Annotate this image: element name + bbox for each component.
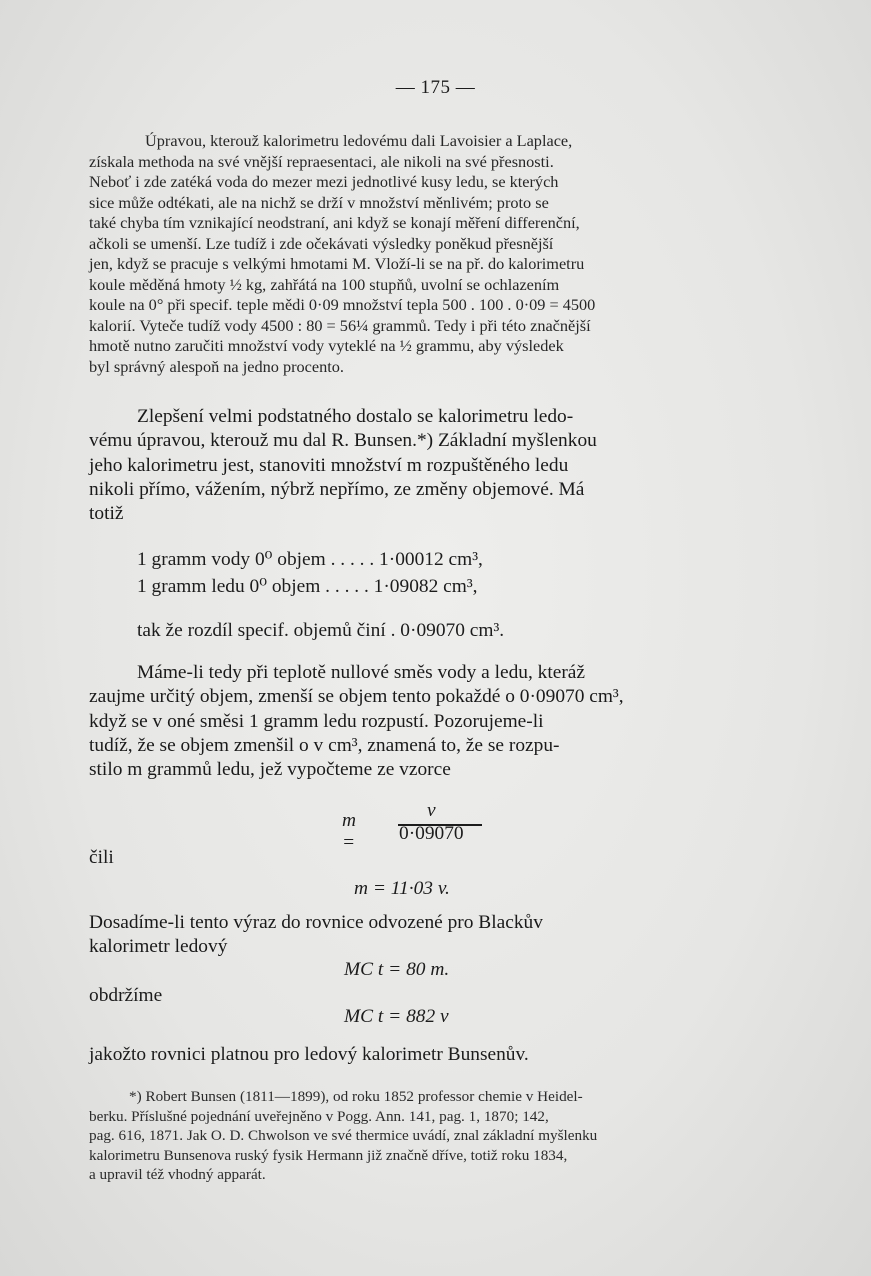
para4-line: Dosadíme-li tento výraz do rovnice odvozené pro Blackův (89, 912, 543, 933)
footnote-line: a upravil též vhodný apparát. (89, 1166, 266, 1184)
paragraph-mixture (89, 661, 765, 782)
para1-line: koule na 0° při specif. teple mědi 0·09 množství tepla 500 . 100 . 0·09 = 4500 (89, 295, 596, 314)
word-cili: čili (89, 847, 114, 868)
formula-bunsen: MC t = 882 v (344, 1006, 449, 1027)
para3-line: zaujme určitý objem, zmenší se objem tento pokaždé o 0·09070 cm³, (89, 686, 624, 708)
para4-line: kalorimetr ledový (89, 936, 228, 958)
para1-line: byl správný alespoň na jedno procento. (89, 356, 345, 376)
volume-row-ice: 1 gramm ledu 0⁰ objem . . . . . 1·09082 cm³, (137, 576, 478, 597)
para1-line: kalorií. Vyteče tudíž vody 4500 : 80 = 56¼ grammů. Tedy i při této značnější (89, 315, 591, 335)
formula-numerator: v (427, 800, 436, 821)
para2-line: vému úpravou, kterouž mu dal R. Bunsen.*) Základní myšlenkou (89, 430, 597, 452)
paragraph-bunsen (89, 405, 765, 526)
para3-line: stilo m grammů ledu, jež vypočteme ze vzorce (89, 759, 451, 781)
paragraph-lavoisier (89, 131, 765, 377)
footnote-line: berku. Příslušné pojednání uveřejněno v Pogg. Ann. 141, pag. 1, 1870; 142, (89, 1107, 549, 1125)
para2-line: nikoli přímo, vážením, nýbrž nepřímo, ze změny objemové. Má (89, 478, 585, 500)
footnote-line: kalorimetru Bunsenova ruský fysik Hermann již značně dříve, totiž roku 1834, (89, 1146, 568, 1164)
footnote-line: pag. 616, 1871. Jak O. D. Chwolson ve své thermice uvádí, znal základní myšlenku (89, 1127, 598, 1145)
para1-line: ačkoli se umenší. Lze tudíž i zde očekávati výsledky poněkud přesnější (89, 233, 554, 253)
formula-black: MC t = 80 m. (344, 959, 450, 980)
page-number: — 175 — (395, 77, 476, 98)
word-obdrzime: obdržíme (89, 985, 163, 1006)
formula-denominator: 0·09070 (399, 823, 464, 844)
para3-line: Máme-li tedy při teplotě nullové směs vody a ledu, kteráž (137, 662, 586, 683)
para1-line: sice může odtékati, ale na nichž se drží v množství měnlivém; proto se (89, 192, 549, 212)
para1-line: získala methoda na své vnější repraesentaci, ale nikoli na své přesnosti. (89, 151, 554, 171)
para1-line: Neboť i zde zatéká voda do mezer mezi jednotlivé kusy ledu, se kterých (89, 172, 559, 191)
para1-line: jen, když se pracuje s velkými hmotami M. Vloží-li se na př. do kalorimetru (89, 254, 585, 273)
para2-line: jeho kalorimetru jest, stanoviti množství m rozpuštěného ledu (89, 454, 569, 476)
para3-line: když se v oné směsi 1 gramm ledu rozpustí. Pozorujeme-li (89, 710, 544, 732)
para1-line: hmotě nutno zaručiti množství vody vyteklé na ½ grammu, aby výsledek (89, 336, 564, 355)
volume-row-water: 1 gramm vody 0⁰ objem . . . . . 1·00012 cm³, (137, 549, 483, 570)
formula-m-value: m = 11·03 v. (354, 878, 450, 899)
formula-lhs: m = (342, 810, 357, 853)
footnote (89, 1087, 765, 1185)
para2-line: totiž (89, 503, 124, 525)
para2-line: Zlepšení velmi podstatného dostalo se kalorimetru ledo- (137, 406, 574, 427)
final-sentence: jakožto rovnici platnou pro ledový kalorimetr Bunsenův. (89, 1044, 529, 1065)
footnote-line: *) Robert Bunsen (1811—1899), od roku 1852 professor chemie v Heidel- (129, 1088, 583, 1105)
paragraph-black (89, 911, 765, 960)
para1-line: Úpravou, kterouž kalorimetru ledovému dali Lavoisier a Laplace, (145, 131, 573, 150)
volume-difference: tak že rozdíl specif. objemů činí . 0·09070 cm³. (137, 620, 505, 641)
para1-line: koule měděná hmoty ½ kg, zahřátá na 100 stupňů, uvolní se ochlazením (89, 274, 560, 294)
para3-line: tudíž, že se objem zmenšil o v cm³, znamená to, že se rozpu- (89, 734, 560, 756)
para1-line: také chyba tím vznikající neodstraní, ani když se konají měření differenční, (89, 213, 580, 232)
